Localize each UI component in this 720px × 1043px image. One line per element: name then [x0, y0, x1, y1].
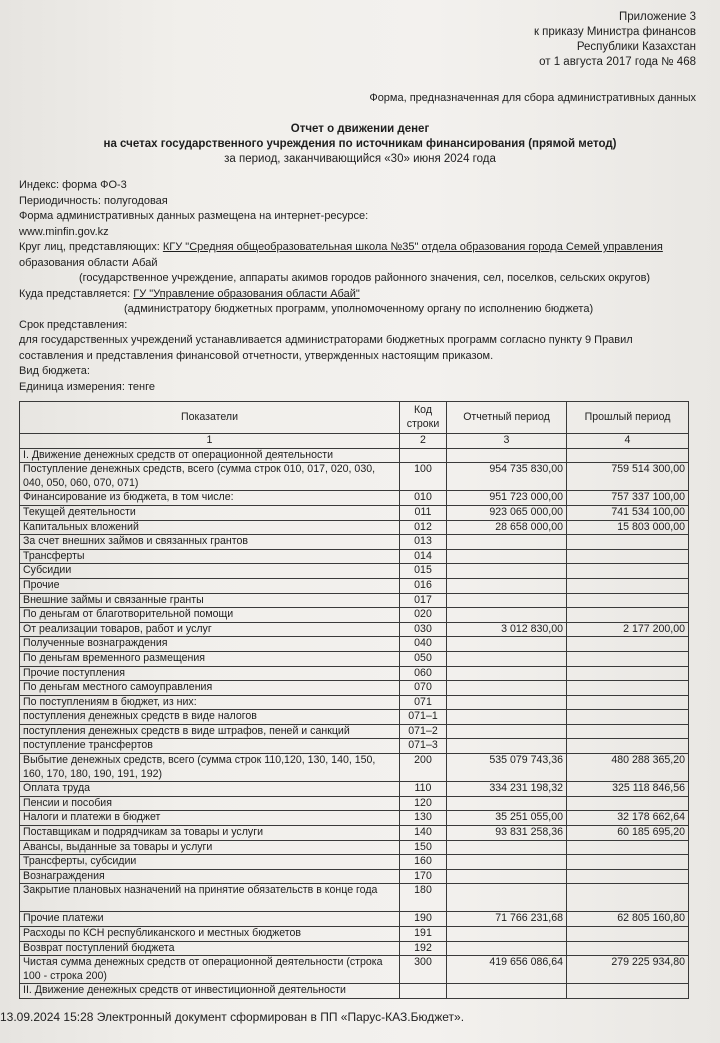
- row-label: По деньгам местного самоуправления: [20, 681, 400, 696]
- row-previous-value: 2 177 200,00: [567, 622, 689, 637]
- row-label: Трансферты: [20, 549, 400, 564]
- table-row: [20, 637, 689, 652]
- where-label: Куда представляется:: [19, 287, 131, 300]
- table-row: [20, 710, 689, 725]
- where-line: [19, 287, 699, 303]
- footer-note: 13.09.2024 15:28 Электронный документ сформирован в ПП «Парус-КАЗ.Бюджет».: [0, 1010, 465, 1024]
- header-code: Код строки: [400, 402, 447, 434]
- table-row: [20, 826, 689, 841]
- col-number: 4: [567, 434, 689, 449]
- row-code: 140: [400, 826, 447, 841]
- deadline-text: для государственных учреждений устанавливается администраторами бюджетных программ согласно пункту 9 Правил составления и представления финансовой отчетности, утвержденных настоящим приказом.: [19, 334, 633, 362]
- table-row: [20, 666, 689, 681]
- row-current-value: 93 831 258,36: [447, 826, 567, 841]
- row-current-value: [447, 666, 567, 681]
- row-previous-value: [567, 535, 689, 550]
- row-previous-value: [567, 666, 689, 681]
- row-code: 100: [400, 463, 447, 491]
- row-code: 071–2: [400, 724, 447, 739]
- table-row: [20, 535, 689, 550]
- index-line: Индекс: форма ФО-3: [19, 179, 127, 191]
- row-previous-value: [567, 593, 689, 608]
- table-row: [20, 912, 689, 927]
- row-current-value: [447, 927, 567, 942]
- order-line-2: Республики Казахстан: [576, 41, 696, 53]
- row-label: Расходы по КСН республиканского и местных бюджетов: [20, 927, 400, 942]
- row-current-value: [447, 637, 567, 652]
- row-code: 030: [400, 622, 447, 637]
- row-current-value: [447, 710, 567, 725]
- website-line: www.minfin.gov.kz: [19, 225, 109, 238]
- circle-label: Круг лиц, представляющих:: [19, 241, 160, 253]
- row-code: 013: [400, 535, 447, 550]
- column-numbers-row: [20, 434, 689, 449]
- table-row: [20, 811, 689, 826]
- table-row: [20, 724, 689, 739]
- row-previous-value: [567, 564, 689, 579]
- row-code: 071–3: [400, 739, 447, 754]
- table-row: [20, 681, 689, 696]
- order-line-3: от 1 августа 2017 года № 468: [539, 56, 696, 68]
- col-number: 1: [20, 434, 400, 449]
- row-previous-value: [567, 681, 689, 696]
- row-previous-value: [567, 637, 689, 652]
- row-code: 014: [400, 549, 447, 564]
- row-current-value: 419 656 086,64: [447, 956, 567, 984]
- row-current-value: 535 079 743,36: [447, 754, 567, 782]
- row-current-value: [447, 578, 567, 593]
- row-previous-value: [567, 608, 689, 623]
- row-label: Пенсии и пособия: [20, 796, 400, 811]
- row-previous-value: 32 178 662,64: [567, 811, 689, 826]
- row-code: 016: [400, 578, 447, 593]
- row-code: 170: [400, 869, 447, 884]
- row-label: Капитальных вложений: [20, 520, 400, 535]
- circle-hint: (государственное учреждение, аппараты акимов городов районного значения, сел, поселков, сельских округов): [79, 272, 651, 284]
- row-label: За счет внешних займов и связанных грантов: [20, 535, 400, 550]
- header-current: Отчетный период: [447, 402, 567, 434]
- row-label: Внешние займы и связанные гранты: [20, 593, 400, 608]
- row-previous-value: [567, 869, 689, 884]
- row-previous-value: 741 534 100,00: [567, 505, 689, 520]
- row-label: От реализации товаров, работ и услуг: [20, 622, 400, 637]
- row-code: 110: [400, 782, 447, 797]
- row-current-value: [447, 855, 567, 870]
- row-previous-value: 60 185 695,20: [567, 826, 689, 841]
- row-code: 200: [400, 754, 447, 782]
- row-label: поступление трансфертов: [20, 739, 400, 754]
- row-previous-value: [567, 549, 689, 564]
- row-code: 015: [400, 564, 447, 579]
- table-row: [20, 695, 689, 710]
- row-label: поступления денежных средств в виде налогов: [20, 710, 400, 725]
- row-label: Авансы, выданные за товары и услуги: [20, 840, 400, 855]
- row-code: 120: [400, 796, 447, 811]
- row-label: Закрытие плановых назначений на принятие обязательств в конце года: [20, 884, 400, 912]
- row-current-value: [447, 796, 567, 811]
- circle-value-2: образования области Абай: [19, 256, 158, 269]
- section-title: II. Движение денежных средств от инвестиционной деятельности: [20, 984, 400, 999]
- circle-line: [19, 240, 699, 256]
- table-row: [20, 505, 689, 520]
- row-previous-value: [567, 578, 689, 593]
- row-label: Текущей деятельности: [20, 505, 400, 520]
- row-previous-value: 62 805 160,80: [567, 912, 689, 927]
- row-current-value: [447, 840, 567, 855]
- deadline-label: Срок представления:: [19, 318, 128, 331]
- row-current-value: [447, 535, 567, 550]
- row-previous-value: [567, 695, 689, 710]
- row-current-value: 923 065 000,00: [447, 505, 567, 520]
- table-row: [20, 869, 689, 884]
- row-code: 071: [400, 695, 447, 710]
- row-label: Налоги и платежи в бюджет: [20, 811, 400, 826]
- row-code: 190: [400, 912, 447, 927]
- row-label: Прочие поступления: [20, 666, 400, 681]
- table-row: [20, 608, 689, 623]
- table-row: [20, 651, 689, 666]
- section-row: [20, 984, 689, 999]
- table-row: [20, 622, 689, 637]
- order-line-1: к приказу Министра финансов: [533, 26, 696, 38]
- budget-type: Вид бюджета:: [19, 365, 90, 377]
- row-previous-value: [567, 796, 689, 811]
- row-label: По деньгам от благотворительной помощи: [20, 608, 400, 623]
- form-note: Форма, предназначенная для сбора административных данных: [369, 92, 696, 104]
- row-current-value: [447, 695, 567, 710]
- unit-line: Единица измерения: тенге: [19, 380, 155, 393]
- row-label: Субсидии: [20, 564, 400, 579]
- row-previous-value: 757 337 100,00: [567, 491, 689, 506]
- row-current-value: [447, 549, 567, 564]
- row-current-value: [447, 608, 567, 623]
- row-current-value: 951 723 000,00: [447, 491, 567, 506]
- title-line-3: за период, заканчивающийся «30» июня 2024 года: [224, 153, 496, 165]
- row-previous-value: [567, 710, 689, 725]
- table-row: [20, 884, 689, 912]
- row-current-value: 35 251 055,00: [447, 811, 567, 826]
- row-label: Прочие: [20, 578, 400, 593]
- row-current-value: [447, 681, 567, 696]
- row-previous-value: 480 288 365,20: [567, 754, 689, 782]
- header-previous: Прошлый период: [567, 402, 689, 434]
- circle-value-1: КГУ "Средняя общеобразовательная школа №35" отдела образования города Семей управления: [162, 241, 663, 253]
- row-previous-value: [567, 724, 689, 739]
- periodicity-line: Периодичность: полугодовая: [19, 194, 168, 207]
- internet-resource-line: Форма административных данных размещена на интернет-ресурсе:: [19, 210, 369, 222]
- table-row: [20, 754, 689, 782]
- table-header-row: [20, 402, 689, 434]
- row-current-value: 954 735 830,00: [447, 463, 567, 491]
- report-info: [19, 178, 699, 395]
- row-code: 010: [400, 491, 447, 506]
- table-row: [20, 491, 689, 506]
- row-current-value: [447, 739, 567, 754]
- row-label: Трансферты, субсидии: [20, 855, 400, 870]
- row-current-value: 28 658 000,00: [447, 520, 567, 535]
- row-code: 012: [400, 520, 447, 535]
- row-previous-value: [567, 927, 689, 942]
- row-code: 150: [400, 840, 447, 855]
- row-current-value: [447, 724, 567, 739]
- table-row: [20, 941, 689, 956]
- row-code: 300: [400, 956, 447, 984]
- table-row: [20, 855, 689, 870]
- appendix-number: Приложение 3: [618, 11, 696, 23]
- row-label: Оплата труда: [20, 782, 400, 797]
- row-code: 020: [400, 608, 447, 623]
- row-code: 040: [400, 637, 447, 652]
- table-row: [20, 564, 689, 579]
- row-current-value: [447, 651, 567, 666]
- row-code: 011: [400, 505, 447, 520]
- row-current-value: 334 231 198,32: [447, 782, 567, 797]
- row-previous-value: 279 225 934,80: [567, 956, 689, 984]
- row-code: 071–1: [400, 710, 447, 725]
- table-row: [20, 782, 689, 797]
- row-label: Возврат поступлений бюджета: [20, 941, 400, 956]
- row-previous-value: [567, 855, 689, 870]
- row-code: 060: [400, 666, 447, 681]
- row-label: Выбытие денежных средств, всего (сумма строк 110,120, 130, 140, 150, 160, 170, 180, 190, 191, 192): [20, 754, 400, 782]
- row-current-value: [447, 564, 567, 579]
- row-current-value: [447, 884, 567, 912]
- row-code: 191: [400, 927, 447, 942]
- col-number: 2: [400, 434, 447, 449]
- section-title: I. Движение денежных средств от операционной деятельности: [20, 448, 400, 463]
- row-previous-value: [567, 941, 689, 956]
- table-row: [20, 578, 689, 593]
- row-label: Финансирование из бюджета, в том числе:: [20, 491, 400, 506]
- row-current-value: [447, 941, 567, 956]
- row-previous-value: [567, 739, 689, 754]
- header-indicator: Показатели: [20, 402, 400, 434]
- row-code: 160: [400, 855, 447, 870]
- table-row: [20, 593, 689, 608]
- row-current-value: 3 012 830,00: [447, 622, 567, 637]
- table-row: [20, 840, 689, 855]
- row-previous-value: 759 514 300,00: [567, 463, 689, 491]
- row-label: По поступлениям в бюджет, из них:: [20, 695, 400, 710]
- row-label: Поставщикам и подрядчикам за товары и услуги: [20, 826, 400, 841]
- row-label: Полученные вознаграждения: [20, 637, 400, 652]
- row-label: Прочие платежи: [20, 912, 400, 927]
- col-number: 3: [447, 434, 567, 449]
- row-previous-value: 325 118 846,56: [567, 782, 689, 797]
- table-row: [20, 956, 689, 984]
- row-previous-value: 15 803 000,00: [567, 520, 689, 535]
- row-current-value: [447, 869, 567, 884]
- table-row: [20, 927, 689, 942]
- title-line-2: на счетах государственного учреждения по источникам финансирования (прямой метод): [103, 138, 617, 150]
- report-title: [0, 122, 720, 167]
- row-label: По деньгам временного размещения: [20, 651, 400, 666]
- table-row: [20, 520, 689, 535]
- title-line-1: Отчет о движении денег: [290, 123, 430, 135]
- section-row: [20, 448, 689, 463]
- row-current-value: 71 766 231,68: [447, 912, 567, 927]
- row-label: Поступление денежных средств, всего (сумма строк 010, 017, 020, 030, 040, 050, 060, 070, 071): [20, 463, 400, 491]
- row-label: поступления денежных средств в виде штрафов, пеней и санкций: [20, 724, 400, 739]
- row-code: 050: [400, 651, 447, 666]
- table-row: [20, 739, 689, 754]
- where-hint: (администратору бюджетных программ, уполномоченному органу по исполнению бюджета): [124, 303, 594, 315]
- row-label: Чистая сумма денежных средств от операционной деятельности (строка 100 - строка 200): [20, 956, 400, 984]
- row-label: Вознаграждения: [20, 869, 400, 884]
- row-previous-value: [567, 840, 689, 855]
- row-previous-value: [567, 884, 689, 912]
- where-value: ГУ "Управление образования области Абай": [133, 287, 360, 300]
- table-row: [20, 463, 689, 491]
- table-row: [20, 549, 689, 564]
- row-code: 017: [400, 593, 447, 608]
- cash-flow-table: [19, 401, 689, 999]
- row-previous-value: [567, 651, 689, 666]
- row-current-value: [447, 593, 567, 608]
- table-row: [20, 796, 689, 811]
- row-code: 180: [400, 884, 447, 912]
- row-code: 192: [400, 941, 447, 956]
- row-code: 070: [400, 681, 447, 696]
- row-code: 130: [400, 811, 447, 826]
- appendix-header: [534, 10, 696, 70]
